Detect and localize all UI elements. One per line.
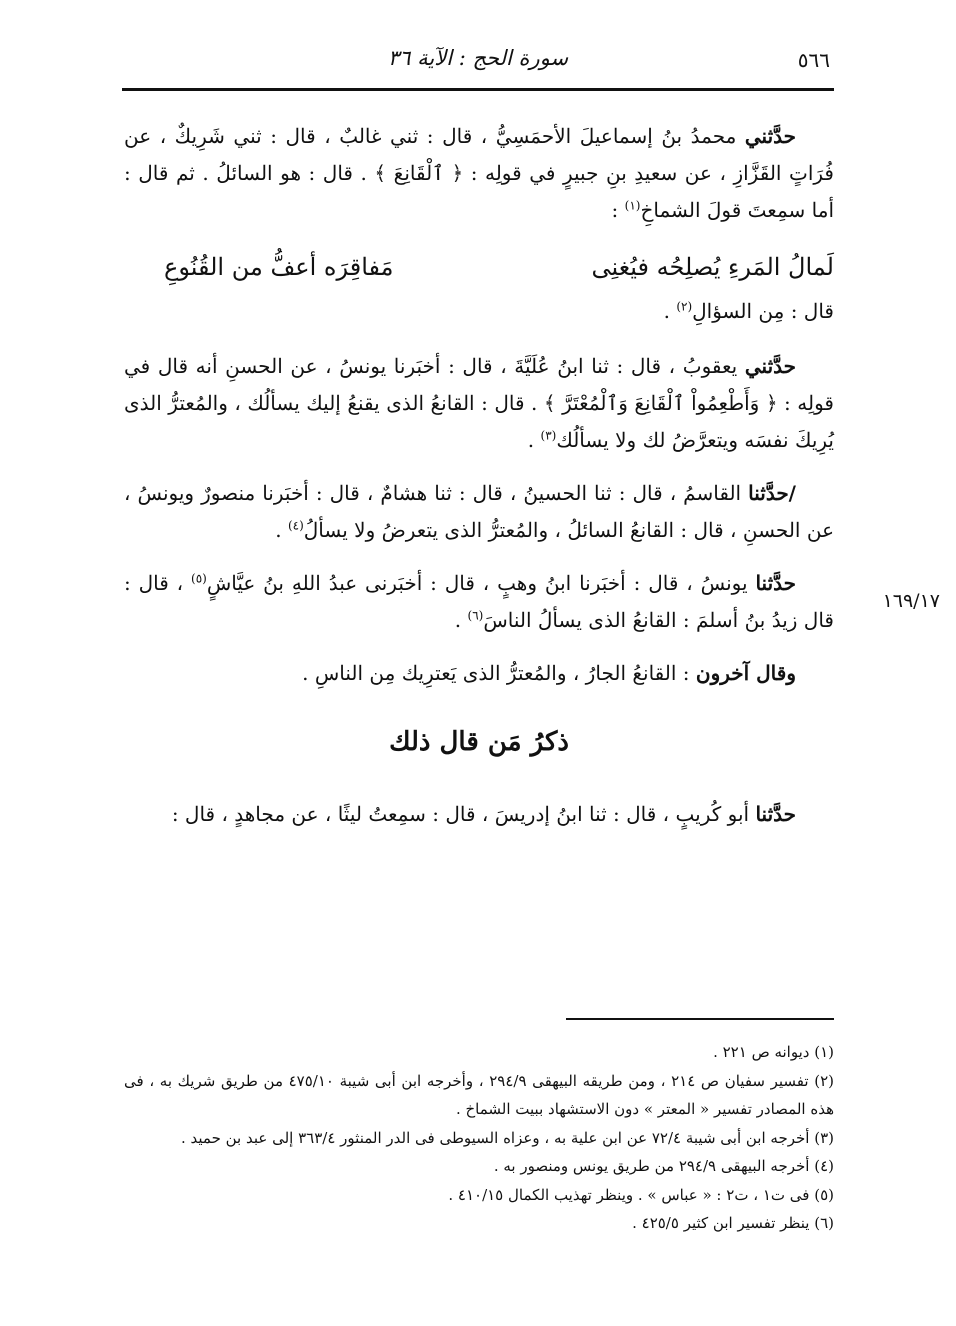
footnote-2: (٢) تفسير سفيان ص ٢١٤ ، ومن طريقه البيهقى ٢٩٤/٩ ، وأخرجه ابن أبى شيبة ٤٧٥/١٠ من طريق شريك به ، فى هذه المصادر تفسير « المعتر » دون الاستشهاد ببيت الشماخ . [124, 1071, 834, 1118]
paragraph-2 [124, 348, 834, 459]
paragraph-1 [124, 118, 834, 229]
footnote-5: (٥) فى ت١ ، ت٢ : « عباس » . وينظر تهذيب الكمال ٤١٠/١٥ . [448, 1185, 834, 1204]
after-poem-text: قال : مِن السؤالِ [692, 299, 834, 324]
paragraph-lead: وقال آخرون [695, 661, 796, 686]
footnote-marker: (٥) [191, 571, 207, 586]
paragraph-tail: . [275, 518, 288, 543]
footnote-3: (٣) أخرجه ابن أبى شيبة ٧٢/٤ عن ابن علية به ، وعزاه السيوطى فى الدر المنثور ٣٦٣/٤ إلى عبد بن حميد . [180, 1128, 834, 1147]
paragraph-text: : القانعُ الجارُ ، والمُعترُّ الذى يَعترِيك مِن الناسِ . [302, 661, 696, 686]
paragraph-lead: حدَّثنا [755, 802, 796, 827]
paragraph-text: يونسُ ، قال : أخبَرنا ابنُ وهبٍ ، قال : أخبَرنى عبدُ اللهِ بنُ عيَّاشٍ [206, 571, 756, 596]
page-header [122, 36, 834, 90]
header-rule [122, 88, 834, 91]
footnote-rule [566, 1018, 834, 1020]
main-text [124, 118, 834, 849]
paragraph-text: القاسمُ ، قال : ثنا الحسينُ ، قال : ثنا هشامٌ ، قال : أخبَرنا منصورٌ ويونسُ ، عن الحسنِ ، قال : القانعُ السائلُ ، والمُعترُّ الذى يتعرضُ ولا يسألُ [124, 481, 834, 543]
paragraph-text: يعقوبُ ، قال : ثنا ابنُ عُلَيَّةَ ، قال : أخبَرنا يونسُ ، عن الحسنِ أنه قال في قولِه : ﴿ وَأَطْعِمُواْ ٱلْقَانِعَ وَٱلْمُعْتَرَّ ﴾ . قال : القانعُ الذى يقنعُ إليك يسألُك ، والمُعترُّ الذى يُرِيكَ نفسَه ويتعرَّضُ لك ولا يسألُك [124, 354, 834, 453]
footnotes [124, 1038, 834, 1238]
footnote-4: (٤) أخرجه البيهقى ٢٩٤/٩ من طريق يونس ومنصور به . [493, 1157, 834, 1175]
paragraph-tail: . [454, 608, 468, 633]
footnote-marker: (٣) [540, 428, 557, 443]
paragraph-3 [124, 475, 834, 549]
paragraph-text: أبو كُريبٍ ، قال : ثنا ابنُ إدريسَ ، قال : سمِعتُ ليثًا ، عن مجاهدٍ ، قال : [171, 802, 756, 827]
running-title: سورة الحج : الآية ٣٦ [387, 46, 569, 70]
poem-verse [124, 245, 834, 289]
paragraph-tail: . [527, 428, 541, 453]
after-poem-tail: . [663, 299, 677, 324]
paragraph-lead: حدَّثني [744, 354, 796, 379]
page-number: ٥٦٦ [797, 48, 830, 72]
after-poem-line [124, 293, 834, 330]
paragraph-5 [124, 655, 834, 692]
paragraph-tail: ، قال : قال زيدُ بنُ أسلمَ : القانعُ الذى يسألُ الناسَ [124, 571, 834, 633]
footnote-marker: (٢) [676, 299, 693, 314]
paragraph-lead: /حدَّثنا [748, 481, 796, 506]
footnote-1: (١) ديوانه ص ٢٢١ . [713, 1043, 834, 1061]
poem-hemistich-left: مَفاقِرَه أعفُّ من القُنُوعِ [164, 253, 394, 281]
footnote-marker: (١) [624, 198, 641, 213]
footnote-6: (٦) ينظر تفسير ابن كثير ٤٢٥/٥ . [632, 1214, 834, 1232]
margin-reference: ١٦٩/١٧ [882, 590, 940, 612]
paragraph-text: محمدُ بنُ إسماعيلَ الأحمَسِيُّ ، قال : ثني غالبٌ ، قال : ثني شَرِيكٌ ، عن فُرَاتٍ القَزَّازِ ، عن سعيدِ بنِ جبيرٍ في قولِه : ﴿ ٱلْقَانِعَ ﴾ . قال : هو السائلُ . ثم قال : أما سمِعتَ قولَ الشماخِ [124, 124, 834, 222]
footnote-marker: (٤) [287, 518, 304, 533]
footnote-marker: (٦) [467, 608, 484, 623]
paragraph-6 [124, 796, 834, 833]
section-heading: ذكرُ مَن قال ذلك [389, 727, 569, 758]
paragraph-4 [124, 565, 834, 639]
paragraph-lead: حدَّثنا [755, 571, 796, 596]
poem-hemistich-right: لَمالُ المَرءِ يُصلِحُه فيُغنِى [591, 253, 834, 281]
paragraph-tail: : [611, 198, 625, 222]
paragraph-lead: حدَّثني [744, 124, 796, 148]
